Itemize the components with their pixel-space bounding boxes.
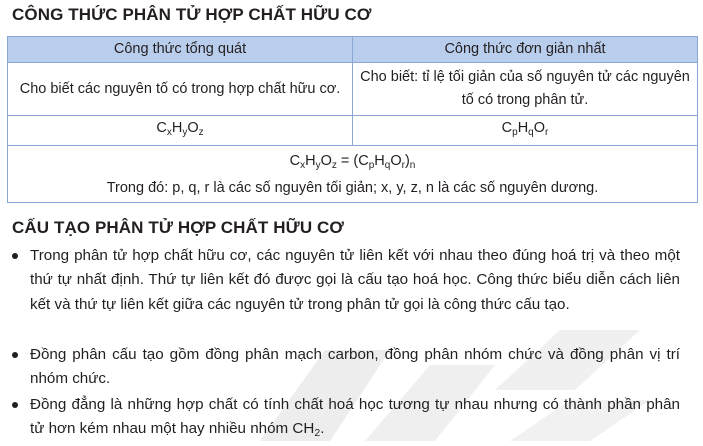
bullet-icon (12, 253, 18, 259)
formula-relation-cell (8, 146, 698, 203)
simplest-formula-description: Cho biết: tỉ lệ tối giản của số nguyên tử các nguyên tố có trong phân tử. (353, 63, 698, 116)
bullet-text: Trong phân tử hợp chất hữu cơ, các nguyên tử liên kết với nhau theo đúng hoá trị và theo một thứ tự nhất định. Thứ tự liên kết đó được gọi là cấu tạo hoá học. Công thức biểu diễn cách liên kết và thứ tự liên kết giữa các nguyên tử trong phân tử gọi là công thức cấu tạo. (30, 247, 680, 313)
table-header-general-formula: Công thức tổng quát (8, 37, 353, 63)
section-heading-structure: CẤU TẠO PHÂN TỬ HỢP CHẤT HỮU CƠ (12, 218, 344, 237)
bullet-text: Đồng phân cấu tạo gồm đồng phân mạch carbon, đồng phân nhóm chức và đồng phân vị trí nhóm chức. (30, 346, 680, 388)
formula-relation: $C_xH_yO_z = (C_pH_qO_r)_n$ (289, 152, 416, 171)
simplest-formula-cell (353, 116, 698, 146)
bullet-icon (12, 352, 18, 358)
section-heading-formula: CÔNG THỨC PHÂN TỬ HỢP CHẤT HỮU CƠ (12, 5, 372, 24)
table-header-simplest-formula: Công thức đơn giản nhất (353, 37, 698, 63)
general-formula: $C_xH_yO_z$ (156, 120, 204, 138)
bullet-text-with-formula: Đồng đẳng là những hợp chất có tính chất hoá học tương tự nhau nhưng có thành phần phân tử hơn kém nhau một hay nhiều nhóm $CH_2$. (30, 396, 680, 440)
general-formula-cell (8, 116, 353, 146)
simplest-formula: $C_pH_qO_r$ (501, 120, 549, 138)
bullet-icon (12, 402, 18, 408)
formula-note: Trong đó: p, q, r là các số nguyên tối giản; x, y, z, n là các số nguyên dương. (106, 179, 599, 196)
formula-table (7, 36, 698, 203)
general-formula-description: Cho biết các nguyên tố có trong hợp chất hữu cơ. (8, 63, 353, 116)
